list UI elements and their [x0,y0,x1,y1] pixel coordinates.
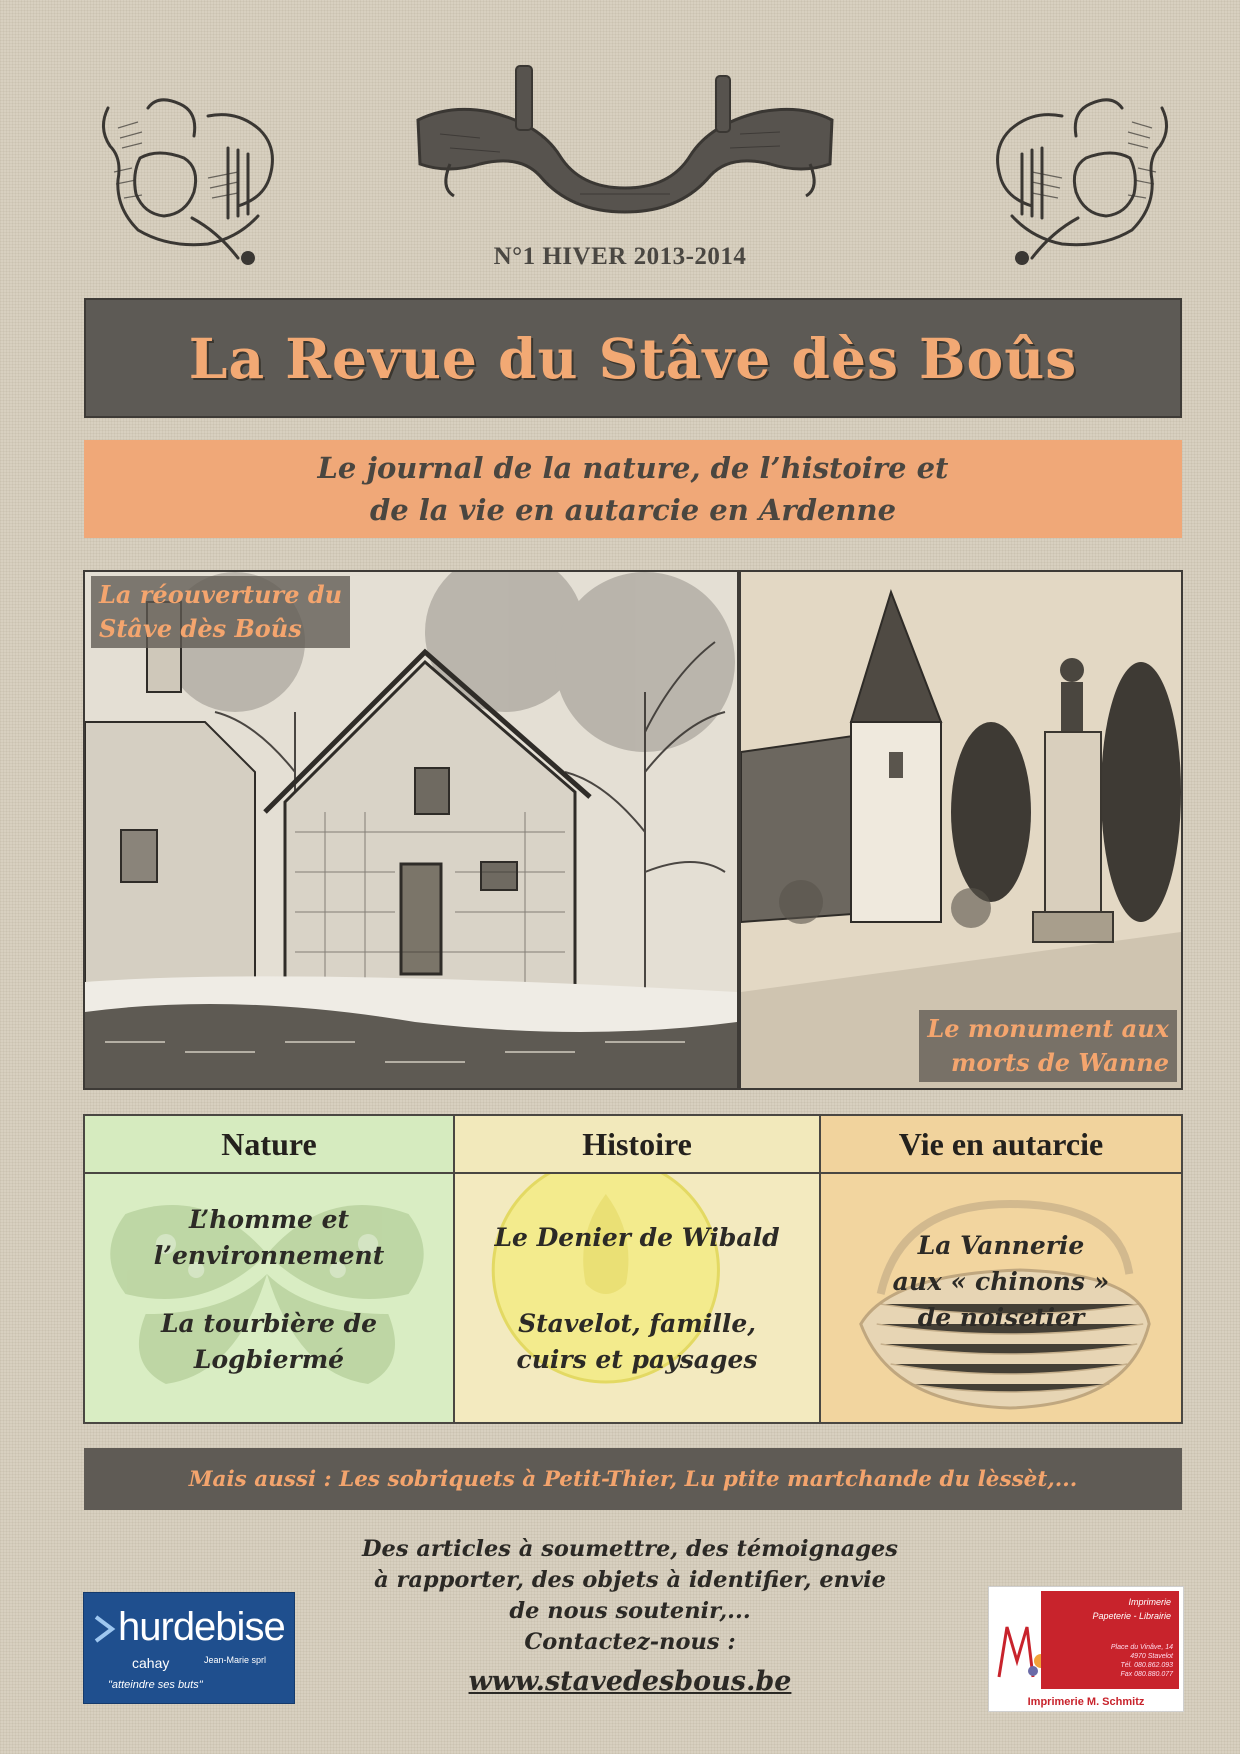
wanne-monument-photo [741,572,1181,1088]
category-title: Histoire [455,1116,819,1174]
article-nature-2: La tourbière de Logbiermé [160,1309,378,1374]
schmitz-red-panel: Imprimerie Papeterie - Librairie Place du Vinâve, 14 4970 Stavelot Tél. 080.862.093 Fax 080.880.077 [1041,1591,1179,1689]
website-link[interactable]: www.stavedesbous.be [468,1666,792,1697]
subtitle-banner [84,440,1182,538]
subtitle-line-1: Le journal de la nature, de l’histoire et [317,451,949,485]
article-histoire-2: Stavelot, famille, cuirs et paysages [516,1309,758,1374]
cover-photos [83,570,1183,1090]
article-nature-1: L’homme et l’environnement [153,1205,385,1270]
magazine-title: La Revue du Stâve dès Boûs [188,325,1078,391]
contact-call: Des articles à soumettre, des témoignages à rapporter, des objets à identifier, envie de nous soutenir,... Contactez-nous : [362,1536,898,1655]
issue-number: N°1 HIVER 2013-2014 [493,243,747,270]
contents-table [83,1114,1183,1424]
caption-stave-reopening: La réouverture du Stâve dès Boûs [91,576,350,648]
chevron-icon [94,1615,116,1643]
title-banner [84,298,1182,418]
category-title: Nature [85,1116,453,1174]
sponsor-logo-hurdebise[interactable]: hurdebise cahay Jean-Marie sprl "atteindre ses buts" [83,1592,295,1704]
category-title: Vie en autarcie [821,1116,1181,1174]
category-nature [85,1116,453,1422]
stone-house-drawing [85,572,737,1088]
article-autarcie-1: La Vannerie aux « chinons » de noisetier [892,1231,1110,1332]
article-histoire-1: Le Denier de Wibald [494,1223,780,1252]
subtitle-line-2: de la vie en autarcie en Ardenne [369,493,897,527]
coin-illustration [455,1174,819,1422]
yoke-engraving [410,64,840,214]
category-histoire [453,1116,819,1422]
also-banner: Mais aussi : Les sobriquets à Petit-Thier, Lu ptite martchande du lèssèt,... [84,1448,1182,1510]
stave-building-illustration [85,572,737,1088]
category-vie-en-autarcie [819,1116,1181,1422]
sponsor-logo-schmitz[interactable]: Imprimerie Papeterie - Librairie Place du Vinâve, 14 4970 Stavelot Tél. 080.862.093 Fax 080.880.077 Imprimerie M. Schmitz [988,1586,1184,1712]
caption-wanne-monument: Le monument aux morts de Wanne [919,1010,1177,1082]
